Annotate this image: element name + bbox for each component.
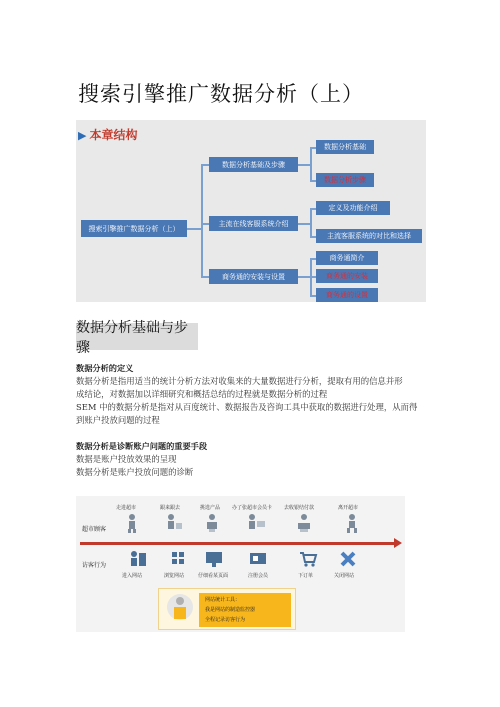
callout-line: 全程记录访客行为 [205, 617, 246, 623]
monitoring-person-icon [165, 593, 195, 625]
customer-step-label: 去收银结付款 [284, 505, 315, 511]
stats-tool-callout [158, 588, 296, 630]
customer-step-label: 办了张超市会员卡 [232, 505, 273, 511]
arrowhead-icon [394, 538, 402, 548]
leaf-analysis-steps: 数据分析步骤 [316, 173, 374, 187]
leaf-system-comparison: 主流客服系统的对比和选择 [316, 229, 422, 243]
customer-step-label: 跟来跟去 [160, 505, 181, 511]
timeline-arrow [80, 542, 396, 545]
visitor-step-label: 仔细看某页面 [198, 573, 229, 579]
definition-line: 数据分析是指用适当的统计分析方法对收集来的大量数据进行分析，提取有用的信息并形 [76, 376, 403, 386]
visitor-step-label: 关闭网站 [334, 573, 355, 579]
visitor-step-label: 下订单 [298, 573, 314, 579]
enter-site-icon [128, 550, 148, 568]
branch-shangwutong: 商务通的安装与设置 [209, 269, 298, 284]
leaf-analysis-basics: 数据分析基础 [316, 140, 374, 154]
diagnosis-title: 数据分析是诊断账户问题的重要手段 [76, 441, 208, 451]
structure-header [78, 126, 137, 143]
view-page-icon [204, 550, 224, 568]
shopper-leaving-icon [342, 513, 362, 533]
diagnosis-line: 数据分析是账户投放问题的诊断 [76, 467, 194, 477]
definition-line: 到账户投放问题的过程 [76, 415, 160, 425]
play-arrow-icon: ▶ [78, 129, 87, 142]
structure-header-text: 本章结构 [89, 128, 138, 142]
definition-title: 数据分析的定义 [76, 363, 134, 373]
branch-data-analysis: 数据分析基础及步骤 [209, 157, 298, 172]
row-label-visitors: 访客行为 [82, 562, 107, 569]
definition-line: 成结论，对数据加以详细研究和概括总结的过程就是数据分析的过程 [76, 389, 328, 399]
chapter-structure-panel [76, 120, 426, 302]
browse-site-icon [170, 550, 190, 568]
leaf-shangwutong-install: 商务通的安装 [316, 269, 378, 283]
visitor-step-label: 浏览网站 [164, 573, 185, 579]
visitor-behavior-diagram [76, 496, 405, 632]
callout-line: 我是网站的制造监控器 [205, 607, 256, 613]
place-order-icon [298, 550, 318, 568]
definition-line: SEM 中的数据分析是指对从百度统计、数据报告及咨询工具中获取的数据进行处理，从而得 [76, 402, 418, 412]
section-heading: 数据分析基础与步骤 [76, 323, 198, 350]
branch-customer-service: 主流在线客服系统介绍 [209, 216, 298, 231]
structure-root-box: 搜索引擎推广数据分析（上） [81, 220, 187, 237]
shopper-browsing-icon [164, 513, 184, 533]
checkout-counter-icon [294, 513, 314, 533]
shopper-selecting-icon [202, 513, 222, 533]
row-label-customers: 超市顾客 [82, 526, 107, 533]
diagnosis-line: 数据是账户投放效果的呈现 [76, 454, 177, 464]
callout-line: 网站统计工具： [205, 597, 241, 603]
leaf-definition-functions: 定义及功能介绍 [316, 201, 390, 215]
document-title: 搜索引擎推广数据分析（上） [78, 82, 364, 106]
customer-step-label: 挑选产品 [200, 505, 221, 511]
customer-step-label: 走进超市 [116, 505, 137, 511]
leaf-shangwutong-settings: 商务通的设置 [316, 288, 378, 302]
register-member-icon [248, 550, 268, 568]
customer-step-label: 离开超市 [338, 505, 359, 511]
close-site-icon [338, 550, 358, 568]
visitor-step-label: 进入网站 [122, 573, 143, 579]
membership-card-icon [246, 513, 266, 533]
leaf-shangwutong-intro: 商务通简介 [316, 251, 378, 265]
visitor-step-label: 注册会员 [248, 573, 269, 579]
shopper-walking-icon [122, 513, 142, 533]
